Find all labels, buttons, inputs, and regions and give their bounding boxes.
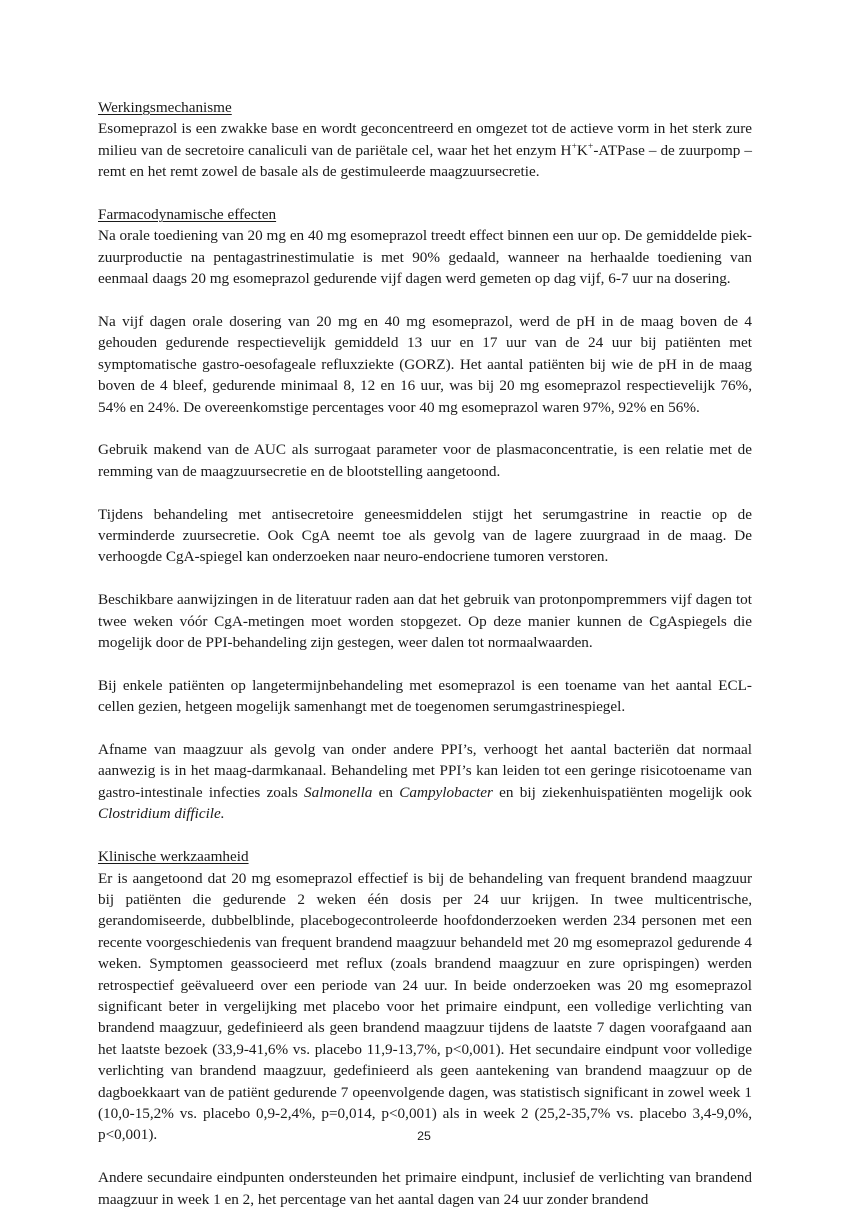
paragraph-spacer — [98, 653, 752, 674]
paragraph-spacer — [98, 290, 752, 311]
document-body — [98, 97, 752, 1210]
paragraph-fd-p2: Na vijf dagen orale dosering van 20 mg en 40 mg esomeprazol, werd de pH in de maag boven de 4 gehouden gedurende respectievelijk gemiddeld 13 uur en 17 uur van de 24 uur bij patiënten met symptomatische gastro-oesofageale refluxziekte (GORZ). Het aantal patiënten bij wie de pH in de maag boven de 4 bleef, gedurende minimaal 8, 12 en 16 uur, was bij 20 mg esomeprazol respectievelijk 76%, 54% en 24%. De overeenkomstige percentages voor 40 mg esomeprazol waren 97%, 92% en 56%. — [98, 313, 752, 416]
paragraph-spacer — [98, 568, 752, 589]
paragraph-spacer — [98, 718, 752, 739]
paragraph-fd-p4: Tijdens behandeling met antisecretoire geneesmiddelen stijgt het serumgastrine in reactie op de verminderde zuursecretie. Ook CgA neemt toe als gevolg van de lagere zuurgraad in de maag. De verhoogde CgA-spiegel kan onderzoeken naar neuro-endocriene tumoren verstoren. — [98, 505, 752, 566]
paragraph-fd-p7: Afname van maagzuur als gevolg van onder andere PPI’s, verhoogt het aantal bacteriën dat normaal aanwezig is in het maag-darmkanaal. Behandeling met PPI’s kan leiden tot een geringe risicotoename van gastro-intestinale infecties zoals Salmonella en Campylobacter en bij ziekenhuispatiënten mogelijk ook Clostridium difficile. — [98, 741, 752, 823]
superscript-charge: + — [571, 140, 577, 152]
italic-species-name: Campylobacter — [399, 783, 493, 801]
italic-species-name: Clostridium difficile. — [98, 805, 225, 823]
paragraph-fd-p6: Bij enkele patiënten op langetermijnbehandeling met esomeprazol is een toename van het aantal ECL-cellen gezien, hetgeen mogelijk samenhangt met de toegenomen serumgastrinespiegel. — [98, 676, 752, 716]
paragraph-kw-p2: Andere secundaire eindpunten ondersteunden het primaire eindpunt, inclusief de verlichting van brandend maagzuur in week 1 en 2, het percentage van het aantal dagen van 24 uur zonder brandend — [98, 1169, 752, 1208]
section-heading-farmacodynamische-effecten: Farmacodynamische effecten — [98, 206, 277, 224]
paragraph-fd-p3: Gebruik makend van de AUC als surrogaat parameter voor de plasmaconcentratie, is een relatie met de remming van de maagzuursecretie en de blootstelling aangetoond. — [98, 441, 752, 480]
italic-species-name: Salmonella — [304, 783, 373, 801]
paragraph-spacer — [98, 1146, 752, 1167]
paragraph-spacer — [98, 825, 752, 846]
section-heading-klinische-werkzaamheid: Klinische werkzaamheid — [98, 848, 249, 866]
paragraph-fd-p5: Beschikbare aanwijzingen in de literatuur raden aan dat het gebruik van protonpompremmers vijf dagen tot twee weken vóór CgA-metingen moet worden stopgezet. Op deze manier kunnen de CgAspiegels die mogelijk door de PPI-behandeling zijn gestegen, weer dalen tot normaalwaarden. — [98, 591, 752, 652]
paragraph-fd-p1: Na orale toediening van 20 mg en 40 mg esomeprazol treedt effect binnen een uur op. De gemiddelde piek-zuurproductie na pentagastrinestimulatie is met 90% gedaald, wanneer na herhaalde toediening van eenmaal daags 20 mg esomeprazol gedurende vijf dagen werd gemeten op dag vijf, 6-7 uur na dosering. — [98, 227, 752, 288]
section-heading-werkingsmechanisme: Werkingsmechanisme — [98, 99, 232, 116]
paragraph-spacer — [98, 418, 752, 439]
paragraph-spacer — [98, 183, 752, 204]
paragraph-kw-p1: Er is aangetoond dat 20 mg esomeprazol effectief is bij de behandeling van frequent brandend maagzuur bij patiënten die gedurende 2 weken één dosis per 24 uur krijgen. In twee multicentrische, gerandomiseerde, dubbelblinde, placebogecontroleerde hoofdonderzoeken werden 234 personen met een recente voorgeschiedenis van frequent brandend maagzuur behandeld met 20 mg esomeprazol gedurende 4 weken. Symptomen geassocieerd met reflux (zoals brandend maagzuur en zure oprispingen) werden retrospectief geëvalueerd over een periode van 24 uur. In beide onderzoeken was 20 mg esomeprazol significant beter in vergelijking met placebo voor het primaire eindpunt, een volledige verlichting van brandend maagzuur, gedefinieerd als geen brandend maagzuur tijdens de laatste 7 dagen voorafgaand aan het laatste bezoek (33,9-41,6% vs. placebo 11,9-13,7%, p<0,001). Het secundaire eindpunt voor volledige verlichting van brandend maagzuur, gedefinieerd als geen aantekening van brandend maagzuur op de dagboekkaart van de patiënt gedurende 7 opeenvolgende dagen, was statistisch significant in zowel week 1 (10,0-15,2% vs. placebo 0,9-2,4%, p=0,014, p<0,001) als in week 2 (25,2-35,7% vs. placebo 3,4-9,0%, p<0,001). — [98, 869, 752, 1144]
page-number: 25 — [417, 1129, 431, 1143]
paragraph-spacer — [98, 482, 752, 503]
superscript-charge: + — [587, 140, 594, 152]
paragraph-wm-p1: Esomeprazol is een zwakke base en wordt geconcentreerd en omgezet tot de actieve vorm in het sterk zure milieu van de secretoire canaliculi van de pariëtale cel, waar het het enzym H+K+-ATPase – de zuurpomp – remt en het remt zowel de basale als de gestimuleerde maagzuursecretie. — [98, 120, 752, 181]
